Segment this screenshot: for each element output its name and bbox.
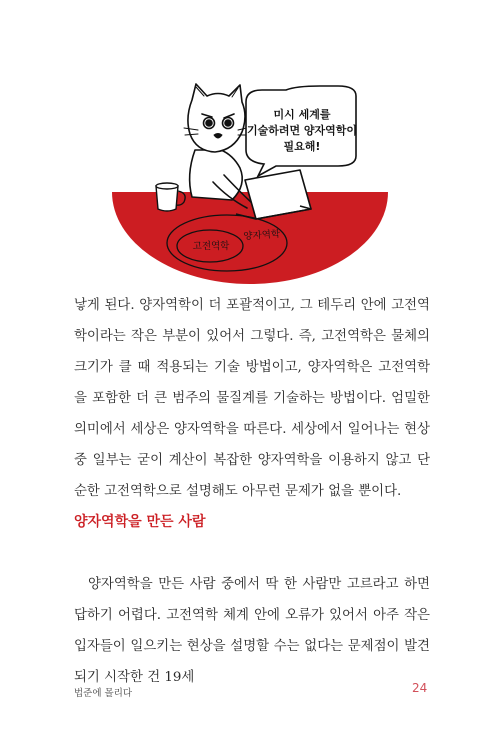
page-number: 24: [412, 681, 428, 695]
body-paragraph-2: [74, 569, 430, 693]
cat-icon: [184, 84, 252, 208]
inner-region-label: 고전역학: [192, 241, 230, 252]
speech-bubble: [246, 86, 357, 176]
body-paragraph-1: [74, 290, 430, 507]
speech-line-3: 필요해!: [283, 140, 321, 153]
speech-line-2: 기술하려면 양자역학이: [246, 124, 358, 137]
section-heading: 양자역학을 만든 사람: [74, 514, 206, 530]
speech-line-1: 미시 세계를: [273, 108, 331, 121]
paragraph-2-text: 양자역학을 만든 사람 중에서 딱 한 사람만 고르라고 하면 답하기 어렵다. 고전역학 체계 안에 오류가 있어서 아주 작은 입자들이 일으키는 현상을 설명할 수는 없다는 문제점이 발견되기 시작한 건 19세: [74, 577, 430, 685]
cat-laptop-illustration: [0, 0, 500, 285]
paragraph-1-text: 낳게 된다. 양자역학이 더 포괄적이고, 그 테두리 안에 고전역학이라는 작은 부분이 있어서 그렇다. 즉, 고전역학은 물체의 크기가 클 때 적용되는 기술 방법이고, 양자역학은 고전역학을 포함한 더 큰 범주의 물질계를 기술하는 방법이다. 엄밀한 의미에서 세상은 양자역학을 따른다. 세상에서 일어나는 현상 중 일부는 굳이 계산이 복잡한 양자역학을 이용하지 않고 단순한 고전역학으로 설명해도 아무런 문제가 없을 뿐이다.: [74, 298, 430, 499]
outer-region-label: 양자역학: [243, 228, 281, 243]
running-footer-title: 법준에 몰리다: [74, 688, 133, 699]
